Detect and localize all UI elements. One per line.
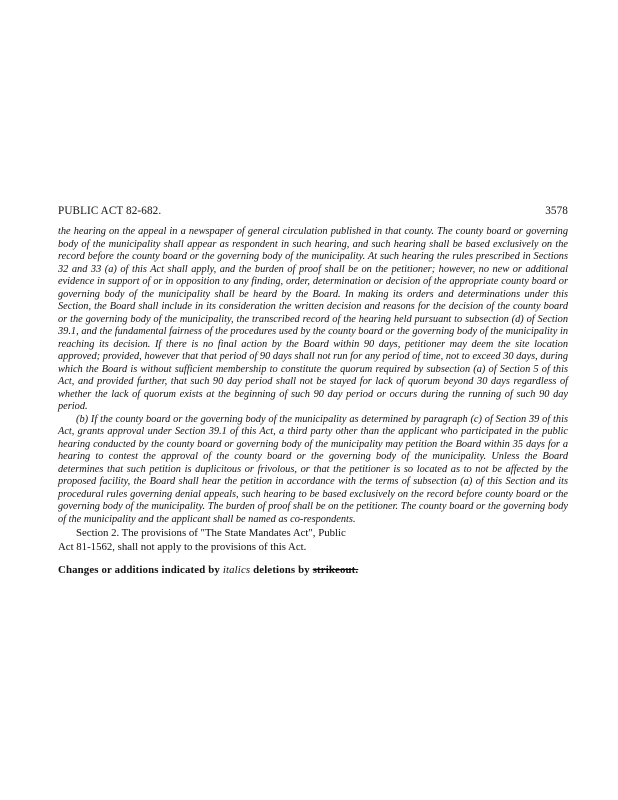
- legend-strikeout: strikeout.: [312, 563, 359, 576]
- amendment-text: [58, 226, 568, 526]
- section-2-line-2: Act 81-1562, shall not apply to the provisions of this Act.: [58, 541, 307, 554]
- legend-middle: deletions by: [253, 563, 310, 576]
- section-2-continued: [58, 541, 568, 554]
- page-number: 3578: [545, 205, 568, 217]
- paragraph-appeal-hearing: the hearing on the appeal in a newspaper of general circulation published in that county. The county board or governing body of the municipality shall appear as respondent in such hearing, and such hearing shall be based exclusively on the record before the county board or the governing body of the municipality. At such hearing the rules prescribed in Sections 32 and 33 (a) of this Act shall apply, and the burden of proof shall be on the petitioner; however, no new or additional evidence in support of or in opposition to any finding, order, determination or decision of the appropriate county board or governing body of the municipality shall be heard by the Board. In making its orders and determinations under this Section, the Board shall include in its consideration the written decision and reasons for the decision of the county board or the governing body of the municipality, the transcribed record of the hearing held pursuant to subsection (d) of Section 39.1, and the fundamental fairness of the procedures used by the county board or the governing body of the municipality in reaching its decision. If there is no final action by the Board within 90 days, petitioner may deem the site location approved; provided, however that that period of 90 days shall not run for any period of time, not to exceed 30 days, during which the Board is without sufficient membership to constitute the quorum required by subsection (a) of Section 5 of this Act, and provided further, that such 90 day period shall not be stayed for lack of quorum beyond 30 days regardless of whether the lack of quorum exists at the beginning of such 90 day period or occurs during the running of such 90 day period.: [58, 226, 568, 412]
- legend-prefix: Changes or additions indicated by: [58, 563, 220, 576]
- running-header: [58, 204, 568, 218]
- paragraph-subsection-b: (b) If the county board or the governing body of the municipality as determined by paragraph (c) of Section 39 of this Act, grants approval under Section 39.1 of this Act, a third party other than the applicant who participated in the public hearing conducted by the county board or governing body of the municipality may petition the Board within 35 days for a hearing to contest the approval of the county board or the governing body of the municipality. Unless the Board determines that such petition is duplicitous or frivolous, or that the petitioner is so located as to not be affected by the proposed facility, the Board shall hear the petition in accordance with the terms of subsection (a) of this Section and its procedural rules governing denial appeals, such hearing to be based exclusively on the record before county board or the governing body of the municipality. The burden of proof shall be on the petitioner. The county board or the governing body of the municipality and the applicant shall be named as co-respondents.: [58, 413, 568, 525]
- section-2-line-1: Section 2. The provisions of "The State Mandates Act", Public: [76, 527, 346, 539]
- legend-italics: italics: [222, 563, 251, 576]
- section-2: [58, 527, 568, 540]
- page-content: [58, 204, 568, 576]
- footer-legend: [58, 564, 568, 576]
- act-title: PUBLIC ACT 82-682.: [58, 205, 162, 217]
